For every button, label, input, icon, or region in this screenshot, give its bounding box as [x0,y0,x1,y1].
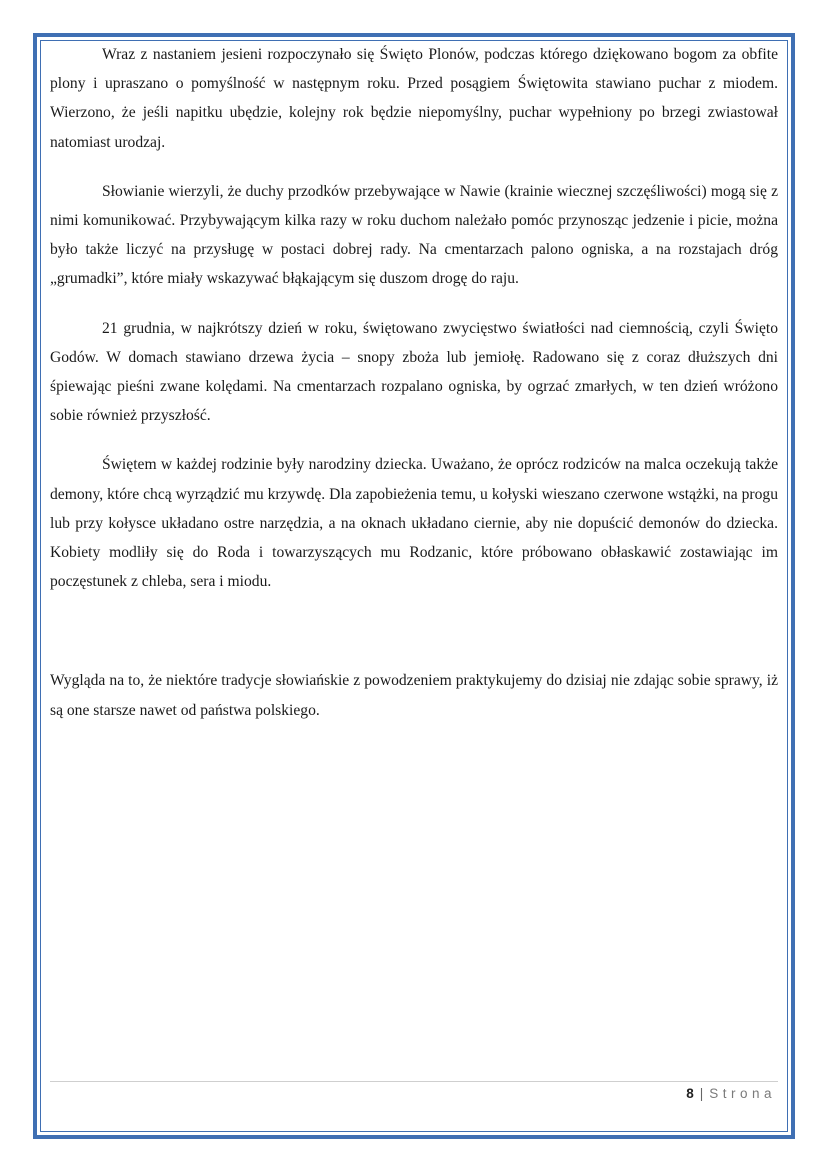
document-body [50,40,778,745]
page-label: Strona [709,1086,776,1101]
page-number: 8 [686,1086,694,1101]
page-footer [686,1083,776,1105]
paragraph-childbirth: Świętem w każdej rodzinie były narodziny dziecka. Uważano, że oprócz rodziców na malca oczekują także demony, które chcą wyrządzić mu krzywdę. Dla zapobieżenia temu, u kołyski wieszano czerwone wstążki, na progu lub przy kołysce układano ostre narzędzia, a na oknach układano ciernie, aby nie dopuścić demonów do dziecka. Kobiety modliły się do Roda i towarzyszących mu Rodzanic, które próbowano obłaskawić zostawiając im poczęstunek z chleba, sera i miodu. [50,456,778,591]
footer-separator: | [699,1086,704,1101]
paragraph-ancestor-spirits: Słowianie wierzyli, że duchy przodków przebywające w Nawie (krainie wiecznej szczęśliwości) mogą się z nimi komunikować. Przybywającym kilka razy w roku duchom należało pomóc przynosząc jedzenie i picie, można było także liczyć na przysługę w postaci dobrej rady. Na cmentarzach palono ogniska, a na rozstajach dróg „grumadki”, które miały wskazywać błąkającym się duszom drogę do raju. [50,182,778,288]
paragraph-conclusion: Wygląda na to, że niektóre tradycje słowiańskie z powodzeniem praktykujemy do dzisiaj nie zdając sobie sprawy, iż są one starsze nawet od państwa polskiego. [50,672,778,719]
footer-divider [50,1081,778,1082]
paragraph-harvest-festival: Wraz z nastaniem jesieni rozpoczynało się Święto Plonów, podczas którego dziękowano bogom za obfite plony i upraszano o pomyślność w następnym roku. Przed posągiem Świętowita stawiano puchar z miodem. Wierzono, że jeśli napitku ubędzie, kolejny rok będzie niepomyślny, puchar wypełniony po brzegi zwiastował natomiast urodzaj. [50,46,778,151]
paragraph-winter-solstice: 21 grudnia, w najkrótszy dzień w roku, świętowano zwycięstwo światłości nad ciemnością, czyli Święto Godów. W domach stawiano drzewa życia – snopy zboża lub jemiołę. Radowano się z coraz dłuższych dni śpiewając pieśni zwane kolędami. Na cmentarzach rozpalano ogniska, by ogrzać zmarłych, w ten dzień wróżono sobie również przyszłość. [50,319,778,425]
